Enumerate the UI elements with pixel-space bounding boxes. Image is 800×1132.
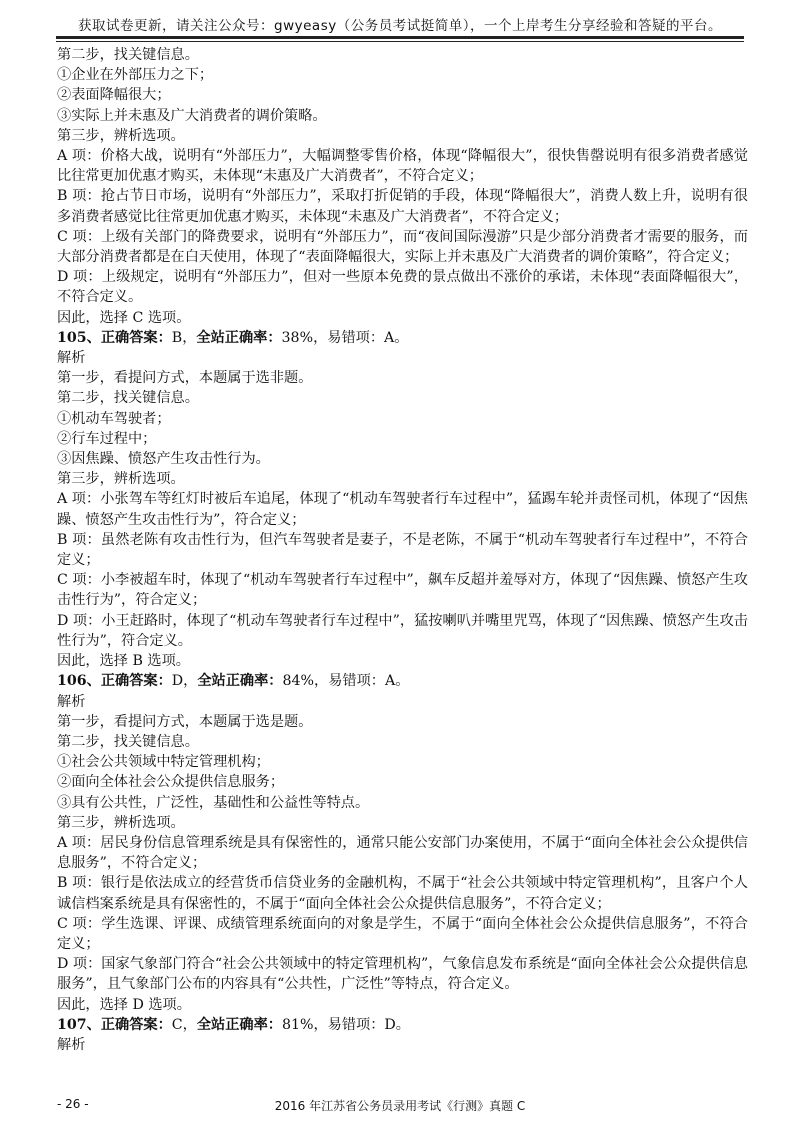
paragraph: 解析 xyxy=(57,693,86,710)
paragraph: ③实际上并未惠及广大消费者的调价策略。 xyxy=(57,107,327,124)
paragraph: C 项：学生选课、评课、成绩管理系统面向的对象是学生，不属于“面向全体社会公众提供信息服务”，不符合定义； xyxy=(57,915,748,952)
header-rule xyxy=(56,36,744,39)
accuracy-label: 全站正确率： xyxy=(197,673,283,690)
question-number: 105、 xyxy=(57,329,101,346)
footer-title: 2016 年江苏省公务员录用考试《行测》真题 C xyxy=(274,1099,526,1113)
paragraph: A 项：价格大战，说明有“外部压力”，大幅调整零售价格，体现“降幅很大”，很快售罄说明有很多消费者感觉比往常更加优惠才购买，未体现“未惠及广大消费者”，不符合定义； xyxy=(57,148,748,185)
paragraph: 第三步，辨析选项。 xyxy=(57,471,185,488)
paragraph: ③因焦躁、愤怒产生攻击性行为。 xyxy=(57,451,270,468)
paragraph: B 项：银行是依法成立的经营货币信贷业务的金融机构，不属于“社会公共领域中特定管理机构”，且客户个人诚信档案系统是具有保密性的，不属于“面向全体社会公众提供信息服务”，不符合定义； xyxy=(57,875,748,912)
answer-heading xyxy=(57,328,748,348)
page-number: - 26 - xyxy=(57,1097,89,1111)
paragraph: 解析 xyxy=(57,1036,86,1053)
answer-value: C， xyxy=(171,1016,197,1033)
paragraph: 第二步，找关键信息。 xyxy=(57,733,199,750)
accuracy-value: 84%，易错项：A。 xyxy=(282,673,410,690)
answer-value: B， xyxy=(171,329,197,346)
question-number: 106、 xyxy=(57,673,101,690)
page-header: 获取试卷更新，请关注公众号：gwyeasy（公务员考试挺简单），一个上岸考生分享经验和答疑的平台。 xyxy=(78,18,722,34)
accuracy-label: 全站正确率： xyxy=(196,329,282,346)
answer-label: 正确答案： xyxy=(100,673,172,690)
paragraph: D 项：小王赶路时，体现了“机动车驾驶者行车过程中”，猛按喇叭并嘴里咒骂，体现了“因焦躁、愤怒产生攻击性行为”，符合定义。 xyxy=(57,612,748,649)
accuracy-value: 81%，易错项：D。 xyxy=(281,1016,410,1033)
answer-label: 正确答案： xyxy=(100,1016,172,1033)
paragraph: A 项：小张驾车等红灯时被后车追尾，体现了“机动车驾驶者行车过程中”，猛踢车轮并责怪司机，体现了“因焦躁、愤怒产生攻击性行为”，符合定义； xyxy=(57,491,748,528)
paragraph: 因此，选择 D 选项。 xyxy=(57,996,191,1013)
paragraph: 第三步，辨析选项。 xyxy=(57,127,185,144)
paragraph: D 项：上级规定，说明有“外部压力”，但对一些原本免费的景点做出不涨价的承诺，未体现“表面降幅很大”，不符合定义。 xyxy=(57,269,748,306)
paragraph: ②表面降幅很大； xyxy=(57,87,171,104)
paragraph: D 项：国家气象部门符合“社会公共领域中的特定管理机构”，气象信息发布系统是“面向全体社会公众提供信息服务”，且气象部门公布的内容具有“公共性，广泛性”等特点，符合定义。 xyxy=(57,956,748,993)
answer-label: 正确答案： xyxy=(100,329,172,346)
paragraph: A 项：居民身份信息管理系统是具有保密性的，通常只能公安部门办案使用，不属于“面向全体社会公众提供信息服务”，不符合定义； xyxy=(57,834,748,872)
accuracy-label: 全站正确率： xyxy=(196,1016,282,1033)
paragraph: 第一步，看提问方式，本题属于选是题。 xyxy=(57,713,313,730)
paragraph: 因此，选择 B 选项。 xyxy=(57,653,190,670)
accuracy-value: 38%，易错项：A。 xyxy=(281,329,409,346)
paragraph: 解析 xyxy=(57,350,86,367)
answer-heading xyxy=(57,1015,748,1035)
paragraph: B 项：虽然老陈有攻击性行为，但汽车驾驶者是妻子，不是老陈，不属于“机动车驾驶者行车过程中”，不符合定义； xyxy=(57,531,748,569)
paragraph: 第二步，找关键信息。 xyxy=(57,390,199,407)
paragraph: C 项：小李被超车时，体现了“机动车驾驶者行车过程中”，飙车反超并羞辱对方，体现了“因焦躁、愤怒产生攻击性行为”，符合定义； xyxy=(57,572,748,609)
paragraph: 因此，选择 C 选项。 xyxy=(57,309,191,326)
paragraph: ①机动车驾驶者； xyxy=(57,410,171,427)
paragraph: 第三步，辨析选项。 xyxy=(57,814,185,831)
header-rule-thin xyxy=(56,41,744,42)
paragraph: ③具有公共性，广泛性，基础性和公益性等特点。 xyxy=(57,794,370,811)
paragraph: B 项：抢占节日市场，说明有“外部压力”，采取打折促销的手段，体现“降幅很大”，消费人数上升，说明有很多消费者感觉比往常更加优惠才购买，未体现“未惠及广大消费者”，不符合定义； xyxy=(57,188,748,225)
document-body xyxy=(57,45,748,1055)
paragraph: ①企业在外部压力之下； xyxy=(57,67,214,84)
answer-value: D， xyxy=(171,673,198,690)
paragraph: C 项：上级有关部门的降费要求，说明有“外部压力”，而“夜间国际漫游”只是少部分消费者才需要的服务，而大部分消费者都是在白天使用，体现了“表面降幅很大，实际上并未惠及广大消费者的调价策略”，符合定义； xyxy=(57,228,748,266)
paragraph: 第一步，看提问方式，本题属于选非题。 xyxy=(57,370,313,387)
paragraph: ②面向全体社会公众提供信息服务； xyxy=(57,774,285,791)
paragraph: ①社会公共领域中特定管理机构； xyxy=(57,754,270,771)
paragraph: 第二步，找关键信息。 xyxy=(57,47,199,63)
question-number: 107、 xyxy=(57,1016,101,1033)
answer-heading xyxy=(57,671,748,691)
paragraph: ②行车过程中； xyxy=(57,430,157,447)
